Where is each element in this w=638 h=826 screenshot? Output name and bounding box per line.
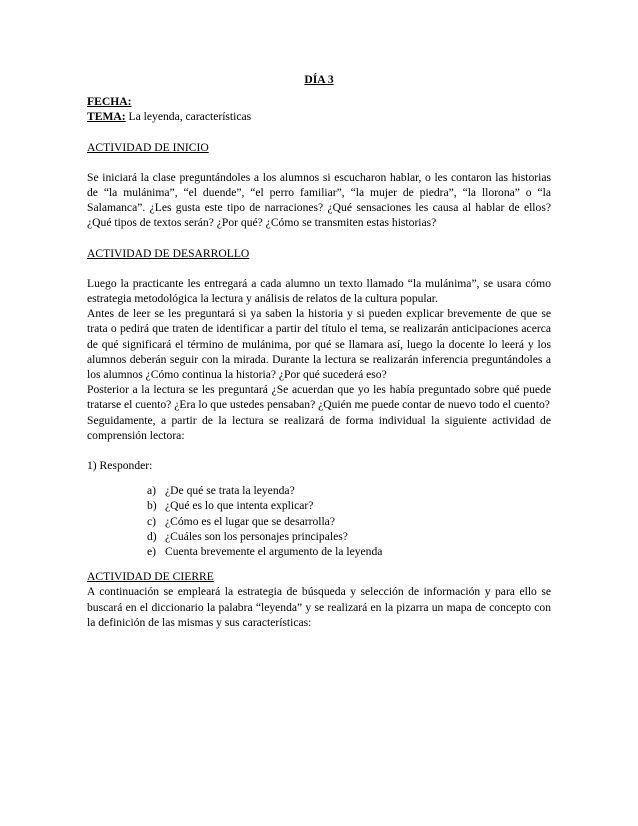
inicio-paragraph: Se iniciará la clase preguntándoles a los alumnos si escucharon hablar, o les contaron las historias de “la mulánima”, “el duende”, “el perro familiar”, “la mujer de piedra”, “la llorona” o “la Salamanca”. ¿Les gusta este tipo de narraciones? ¿Qué sensaciones les causa al hablar de ellos? ¿Qué tipos de textos serán? ¿Por qué? ¿Cómo se transmiten estas historias? bbox=[87, 170, 551, 230]
desarrollo-heading: ACTIVIDAD DE DESARROLLO bbox=[87, 246, 250, 260]
cierre-heading: ACTIVIDAD DE CIERRE bbox=[87, 570, 214, 584]
list-item bbox=[147, 498, 551, 513]
desarrollo-paragraph-2: Antes de leer se les preguntará si ya saben la historia y si pueden explicar brevemente de que se trata o pedirá que traten de identificar a partir del título el tema, se realizarán anticipaciones acerca de qué significará el término de mulánima, por qué se llamara así, luego la docente lo leerá y los alumnos deberán seguir con la mirada. Durante la lectura se realizarán inferencia preguntándoles a los alumnos ¿Cómo continua la historia? ¿Por qué sucederá eso? bbox=[87, 307, 551, 382]
page-title: DÍA 3 bbox=[304, 73, 334, 86]
fecha-label: FECHA: bbox=[87, 95, 132, 109]
list-item bbox=[147, 514, 551, 529]
list-item-marker: a) bbox=[147, 484, 157, 498]
list-item-text: Cuenta brevemente el argumento de la leyenda bbox=[165, 545, 383, 559]
list-item-marker: c) bbox=[147, 514, 157, 528]
list-item-marker: e) bbox=[147, 545, 157, 559]
tema-label: TEMA: bbox=[87, 110, 126, 124]
desarrollo-paragraph-4: Seguidamente, a partir de la lectura se realizará de forma individual la siguiente actividad de comprensión lectora: bbox=[87, 413, 551, 442]
tema-line bbox=[87, 109, 551, 124]
list-item bbox=[147, 483, 551, 498]
tema-value: La leyenda, características bbox=[125, 110, 252, 124]
list-item-text: ¿Qué es lo que intenta explicar? bbox=[165, 499, 314, 513]
responder-label: 1) Responder: bbox=[87, 459, 153, 473]
list-item-text: ¿De qué se trata la leyenda? bbox=[165, 484, 295, 498]
question-list bbox=[87, 483, 551, 559]
list-item bbox=[147, 529, 551, 544]
list-item-text: ¿Cuáles son los personajes principales? bbox=[165, 529, 348, 543]
cierre-paragraph: A continuación se empleará la estrategia de búsqueda y selección de información y para ello se buscará en el diccionario la palabra “leyenda” y se realizará en la pizarra un mapa de concepto con la definición de las mismas y sus características: bbox=[87, 585, 551, 629]
fecha-line bbox=[87, 94, 551, 109]
desarrollo-paragraph-3: Posterior a la lectura se les preguntará ¿Se acuerdan que yo les había preguntado sobre qué puede tratarse el cuento? ¿Era lo que ustedes pensaban? ¿Quién me puede contar de nuevo todo el cuento? bbox=[87, 383, 551, 412]
desarrollo-paragraph-1: Luego la practicante les entregará a cada alumno un texto llamado “la mulánima”, se usara cómo estrategia metodológica la lectura y análisis de relatos de la cultura popular. bbox=[87, 276, 551, 306]
list-item-text: ¿Cómo es el lugar que se desarrolla? bbox=[165, 514, 335, 528]
inicio-heading: ACTIVIDAD DE INICIO bbox=[87, 140, 209, 154]
document-page bbox=[87, 72, 551, 630]
list-item-marker: d) bbox=[147, 529, 157, 543]
list-item bbox=[147, 544, 551, 559]
list-item-marker: b) bbox=[147, 499, 157, 513]
